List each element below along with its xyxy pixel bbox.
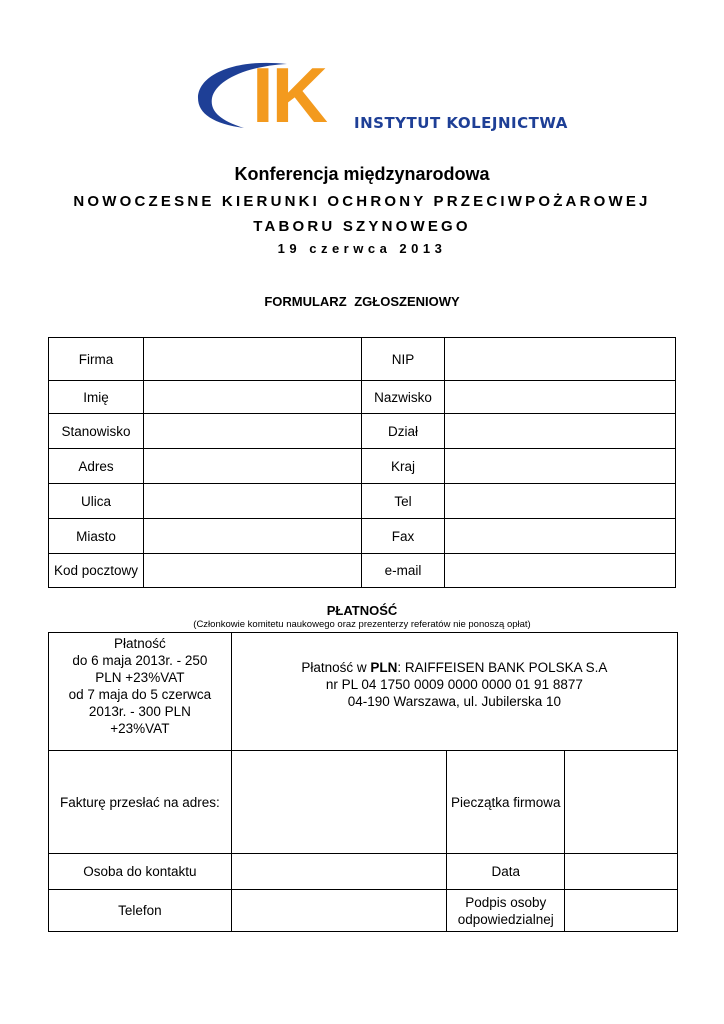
bank-info: Płatność w PLN: RAIFFEISEN BANK POLSKA S.A nr PL 04 1750 0009 0000 0000 01 91 8877 04-190 Warszawa, ul. Jubilerska 10 (231, 633, 677, 751)
currency: PLN (370, 660, 398, 675)
imie-input[interactable] (143, 381, 361, 414)
conference-title-line2: TABORU SZYNOWEGO (253, 218, 471, 235)
field-label: Kod pocztowy (49, 554, 144, 588)
nip-input[interactable] (445, 338, 676, 381)
table-row (49, 519, 676, 554)
field-label: Miasto (49, 519, 144, 554)
field-label: Dział (361, 414, 445, 449)
date-input[interactable] (565, 854, 678, 890)
field-label: Kraj (361, 449, 445, 484)
fax-input[interactable] (445, 519, 676, 554)
field-label: e-mail (361, 554, 445, 588)
field-label: Adres (49, 449, 144, 484)
table-row (49, 414, 676, 449)
table-row (49, 338, 676, 381)
registration-table (48, 337, 676, 588)
payment-heading: PŁATNOŚĆ (326, 603, 398, 618)
dzial-input[interactable] (445, 414, 676, 449)
table-row (49, 381, 676, 414)
stamp-label: Pieczątka firmowa (447, 751, 565, 854)
stanowisko-input[interactable] (143, 414, 361, 449)
payment-table (48, 632, 678, 932)
nazwisko-input[interactable] (445, 381, 676, 414)
kraj-input[interactable] (445, 449, 676, 484)
contact-label: Osoba do kontaktu (49, 854, 232, 890)
field-label: Firma (49, 338, 144, 381)
price-info: Płatność do 6 maja 2013r. - 250 PLN +23%VAT od 7 maja do 5 czerwca 2013r. - 300 PLN +23%VAT (49, 633, 232, 751)
signature-area[interactable] (565, 890, 678, 932)
kod-pocztowy-input[interactable] (143, 554, 361, 588)
phone-input[interactable] (231, 890, 447, 932)
field-label: Imię (49, 381, 144, 414)
invoice-label: Fakturę przesłać na adres: (49, 751, 232, 854)
adres-input[interactable] (143, 449, 361, 484)
field-label: Nazwisko (361, 381, 445, 414)
conference-label: Konferencja międzynarodowa (234, 164, 490, 184)
logo-name: INSTYTUT KOLEJNICTWA (354, 114, 568, 132)
bank-account: nr PL 04 1750 0009 0000 0000 01 91 8877 (325, 677, 583, 692)
table-row (49, 751, 678, 854)
phone-label: Telefon (49, 890, 232, 932)
field-label: Tel (361, 484, 445, 519)
payment-note: (Członkowie komitetu naukowego oraz prezenterzy referatów nie ponoszą opłat) (193, 619, 531, 630)
firma-input[interactable] (143, 338, 361, 381)
table-row (49, 854, 678, 890)
field-label: NIP (361, 338, 445, 381)
logo-letters: IK (252, 51, 326, 139)
field-label: Fax (361, 519, 445, 554)
conference-title-line1: NOWOCZESNE KIERUNKI OCHRONY PRZECIWPOŻAROWEJ (73, 193, 651, 210)
stamp-area[interactable] (565, 751, 678, 854)
miasto-input[interactable] (143, 519, 361, 554)
institute-logo (192, 51, 582, 139)
contact-input[interactable] (231, 854, 447, 890)
table-row (49, 554, 676, 588)
table-row (49, 449, 676, 484)
tel-input[interactable] (445, 484, 676, 519)
ulica-input[interactable] (143, 484, 361, 519)
form-title: FORMULARZ ZGŁOSZENIOWY (264, 294, 460, 309)
table-row (49, 633, 678, 751)
invoice-address-input[interactable] (231, 751, 447, 854)
field-label: Stanowisko (49, 414, 144, 449)
bank-address: 04-190 Warszawa, ul. Jubilerska 10 (347, 694, 562, 709)
conference-date: 19 czerwca 2013 (277, 241, 447, 256)
table-row (49, 890, 678, 932)
signature-label: Podpis osoby odpowiedzialnej (447, 890, 565, 932)
date-label: Data (447, 854, 565, 890)
field-label: Ulica (49, 484, 144, 519)
email-input[interactable] (445, 554, 676, 588)
table-row (49, 484, 676, 519)
